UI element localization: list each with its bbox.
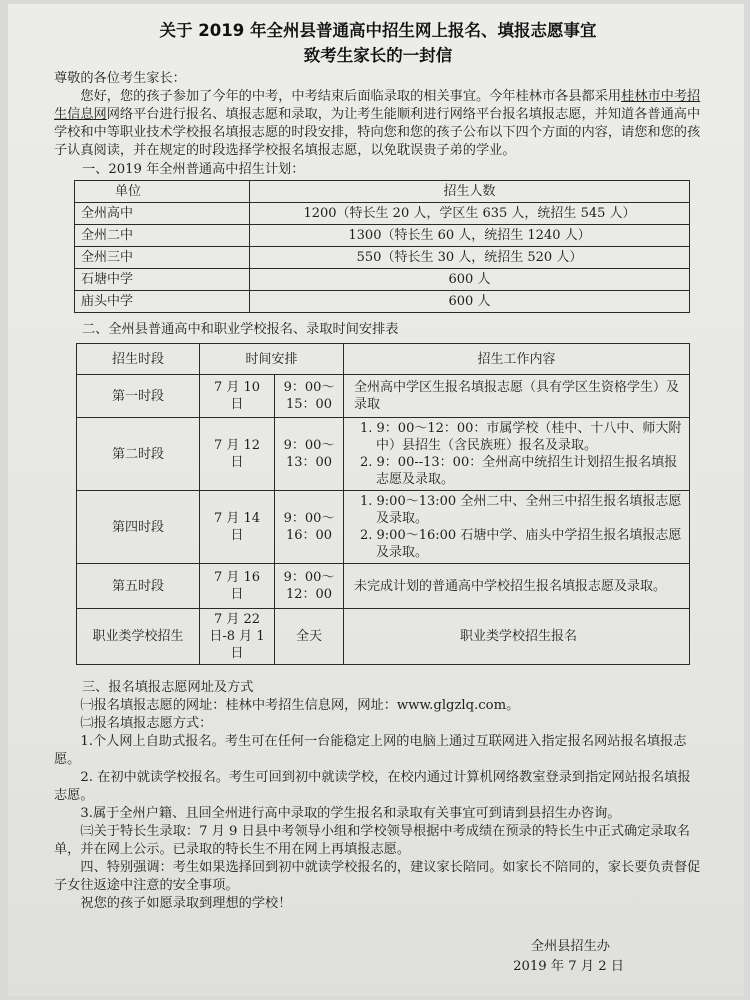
section4-emphasis: 四、特别强调：考生如果选择回到初中就读学校报名的，建议家长陪同。如家长不陪同的，家长要负责督促子女往返途中注意的安全事项。 [54,860,701,893]
greeting: 尊敬的各位考生家长： [54,71,186,86]
table-row [77,609,690,665]
method-3: 3.属于全州户籍、且回全州进行高中录取的学生报名和录取有关事宜可到请到县招生办咨询。 [80,806,621,821]
intro-text-2: 网络平台进行报名、填报志愿和录取，为让考生能顺利进行网络平台报名填报志愿，并知道各普通高中学校和中等职业技术学校报名填报志愿的时段安排，特向您和您的孩子公布以下四个方面的内容，请您和您的孩子认真阅读，并在规定的时段选择学校报名填报志愿，以免耽误贵子弟的学业。 [54,107,701,158]
unit-cell: 全州三中 [75,247,250,269]
content-cell [344,564,690,609]
table-row [75,247,690,269]
content-line: 未完成计划的普通高中学校招生报名填报志愿及录取。 [354,578,667,594]
enrollment-plan-table [74,180,690,313]
list-item: 1. 9:00～13:00 全州二中、全州三中招生报名填报志愿及录取。 [360,494,682,526]
table-row [75,225,690,247]
signature-date: 2019 年 7 月 2 日 [513,959,624,974]
table-row [77,418,690,491]
period-cell: 第五时段 [77,564,200,609]
content-cell [344,491,690,564]
unit-cell: 全州高中 [75,203,250,225]
website-line: ㈠报名填报志愿的网址：桂林中考招生信息网，网址：www.glgzlq.com。 [80,698,520,713]
intro-paragraph [54,88,702,160]
content-cell [344,375,690,418]
unit-cell: 庙头中学 [75,291,250,313]
title-line-2: 致考生家长的一封信 [303,46,453,65]
method-2: 2. 在初中就读学校报名。考生可回到初中就读学校，在校内通过计算机网络教室登录到指定网站报名填报志愿。 [54,770,691,803]
date-cell: 7 月 14 日 [200,491,275,564]
table-row [75,269,690,291]
count-cell: 600 人 [250,291,690,313]
methods-heading: ㈡报名填报志愿方式： [80,716,213,731]
list-item: 2. 9：00--13：00：全州高中统招生计划招生报名填报志愿及录取。 [360,455,678,487]
count-cell: 550（特长生 30 人，统招生 520 人） [250,247,690,269]
date-cell: 7 月 12 日 [200,418,275,491]
time-cell: 全天 [275,609,344,665]
content-cell [344,609,690,665]
time-cell: 9：00～13：00 [275,418,344,491]
header-content: 招生工作内容 [344,344,690,375]
list-item: 2. 9:00～16:00 石塘中学、庙头中学招生报名填报志愿及录取。 [360,528,682,560]
special-talent-note: ㈢关于特长生录取：7 月 9 日县中考领导小组和学校领导根据中考成绩在预录的特长生中正式确定录取名单，并在网上公示。已录取的特长生不用在网上再填报志愿。 [54,824,690,857]
unit-cell: 石塘中学 [75,269,250,291]
table-header-row [77,344,690,375]
time-cell: 9：00～16：00 [275,491,344,564]
count-cell: 1300（特长生 60 人，统招生 1240 人） [250,225,690,247]
header-unit: 单位 [75,181,250,203]
list-item: 1. 9：00～12：00：市属学校（桂中、十八中、师大附中）县招生（含民族班）报名及录取。 [360,421,682,453]
header-time: 时间安排 [200,344,344,375]
table-row [77,375,690,418]
table-header-row [75,181,690,203]
signature-org: 全州县招生办 [530,939,610,954]
schedule-table [76,343,690,665]
table-row [75,291,690,313]
period-cell: 第一时段 [77,375,200,418]
closing-wish: 祝您的孩子如愿录取到理想的学校！ [80,896,292,911]
content-cell [344,418,690,491]
period-cell: 第二时段 [77,418,200,491]
count-cell: 600 人 [250,269,690,291]
letter-page [8,4,744,996]
content-line: 职业类学校招生报名 [459,629,577,644]
intro-website-name: 桂林市中考招生信息网 [54,89,701,122]
content-list [354,420,683,488]
date-cell: 7 月 10 日 [200,375,275,418]
count-cell: 1200（特长生 20 人，学区生 635 人，统招生 545 人） [250,203,690,225]
section1-heading: 一、2019 年全州普通高中招生计划： [82,162,305,177]
date-cell: 7 月 22 日-8 月 1 日 [200,609,275,665]
table-row [77,491,690,564]
date-cell: 7 月 16 日 [200,564,275,609]
time-cell: 9：00～12：00 [275,564,344,609]
intro-text-1: 您好，您的孩子参加了今年的中考，中考结束后面临录取的相关事宜。今年桂林市各县都采用 [80,89,622,104]
section3-heading: 三、报名填报志愿网址及方式 [82,680,254,695]
content-line: 全州高中学区生报名填报志愿（具有学区生资格学生）及录取 [354,380,680,412]
header-count: 招生人数 [250,181,690,203]
period-cell: 职业类学校招生 [77,609,200,665]
method-1: 1.个人网上自助式报名。考生可在任何一台能稳定上网的电脑上通过互联网进入指定报名网站报名填报志愿。 [54,734,687,767]
title-line-1: 关于 2019 年全州县普通高中招生网上报名、填报志愿事宜 [159,21,597,40]
table-row [75,203,690,225]
unit-cell: 全州二中 [75,225,250,247]
signature-block [54,937,702,977]
table-row [77,564,690,609]
document-title [54,18,702,68]
content-list [354,493,683,561]
header-period: 招生时段 [77,344,200,375]
time-cell: 9：00～15：00 [275,375,344,418]
period-cell: 第四时段 [77,491,200,564]
section2-heading: 二、全州县普通高中和职业学校报名、录取时间安排表 [82,322,399,337]
